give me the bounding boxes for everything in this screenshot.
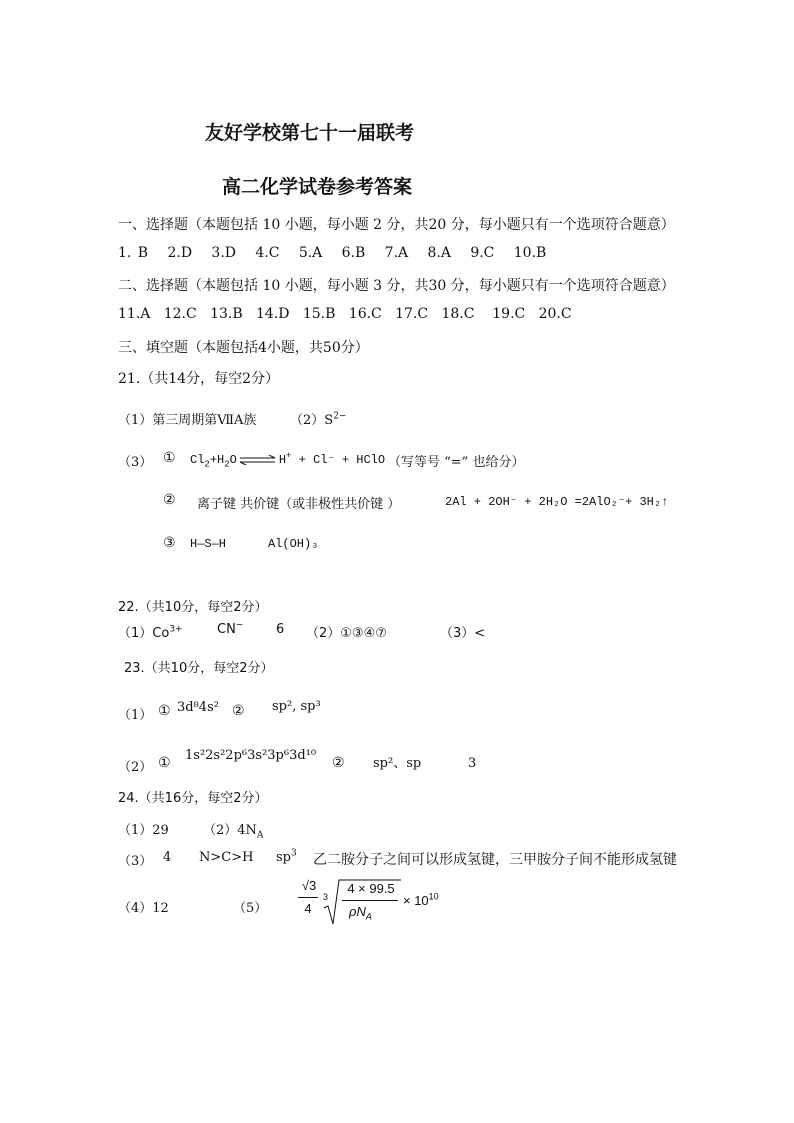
q21-structure: H—S—H (190, 537, 227, 551)
q23-config-2: 1s²2s²2p⁶3s²3p⁶3d¹⁰ (185, 748, 317, 763)
q24-hybridization (276, 850, 297, 865)
q24-formula (297, 878, 497, 928)
formula-times: × 10 (403, 893, 429, 908)
q23-count: 3 (468, 756, 477, 771)
reversible-arrow-icon (239, 455, 277, 465)
eq-hplus: H (278, 453, 287, 467)
formula-denominator (349, 904, 372, 922)
eq-rest: + Cl⁻ + HClO (291, 453, 386, 467)
formula-root-index: 3 (323, 892, 329, 902)
q21-circle-2: ② (163, 492, 176, 508)
answer-16: 16.C (348, 306, 382, 322)
answer-18: 18.C (441, 306, 475, 322)
section2-answers (118, 306, 572, 322)
formula-rho-n: ρN (349, 904, 366, 919)
q24-part1: （1）29 (118, 823, 169, 838)
q22-part1 (118, 622, 183, 641)
answer-20: 20.C (538, 306, 572, 322)
answer-10: 10.B (513, 245, 547, 261)
answer-7: 7.A (384, 245, 409, 261)
q24-part2 (203, 819, 264, 841)
q24-part3-label: （3） (118, 854, 153, 869)
q22-cn-label: CN (217, 622, 236, 637)
document-title: 友好学校第七十一届联考 (205, 122, 415, 144)
eq-h2o-sub: 2 (224, 459, 230, 470)
answer-13: 13.B (210, 306, 243, 322)
section3-heading: 三、填空题（本题包括4小题，共50分） (118, 340, 369, 356)
answer-14: 14.D (256, 306, 290, 322)
q21-part1: （1）第三周期第ⅦA族 (118, 413, 257, 428)
q23-header: 23.（共10分，每空2分） (124, 661, 274, 676)
answer-11: 11.A (118, 306, 151, 322)
q23-config-1: 3d⁸4s² (177, 700, 219, 715)
q24-part2-sub: A (256, 830, 264, 841)
q21-equation-1 (190, 451, 386, 470)
q24-header: 24.（共16分，每空2分） (118, 791, 268, 806)
section1-answers (118, 245, 546, 261)
q24-part3-number: 4 (163, 850, 172, 865)
eq-o: O (229, 453, 237, 467)
q23-part2-label: （2） (118, 760, 153, 775)
q23-part1-label: （1） (118, 708, 153, 723)
answer-19: 19.C (492, 306, 526, 322)
q24-hyb-label: sp (276, 850, 291, 865)
q24-part2-label: （2）4N (203, 823, 257, 838)
q24-explanation: 乙二胺分子之间可以形成氢键，三甲胺分子间不能形成氢键 (313, 852, 677, 868)
section2-heading: 二、选择题（本题包括 10 小题，每小题 3 分，共30 分，每小题只有一个选项符合题意） (118, 278, 675, 294)
q21-circle-3: ③ (163, 535, 176, 551)
answer-6: 6.B (341, 245, 366, 261)
q24-part5-label: （5） (233, 901, 268, 916)
section1-heading: 一、选择题（本题包括 10 小题，每小题 2 分，共20 分，每小题只有一个选项符合题意） (118, 217, 675, 233)
formula-den-sub: A (365, 911, 372, 922)
q23-circle-1: ① (158, 703, 171, 719)
q21-equation-2: 2Al + 2OH⁻ + 2H₂O =2AlO₂⁻+ 3H₂↑ (445, 495, 669, 509)
answer-8: 8.A (427, 245, 451, 261)
formula-four: 4 (304, 901, 312, 916)
eq-cl2-sub: 2 (204, 459, 210, 470)
q21-aloh3: Al(OH)₃ (268, 537, 319, 551)
q22-part2: （2）①③④⑦ (306, 626, 387, 641)
eq-hplus-sup: + (286, 451, 292, 461)
formula-exponent: 10 (428, 891, 439, 902)
q21-circle-1: ① (163, 450, 176, 466)
formula-sqrt3: √3 (301, 878, 317, 893)
answer-3: 3.D (211, 245, 237, 261)
q22-co: （1）Co (118, 626, 170, 641)
q21-note: （写等号 “=” 也给分） (388, 455, 525, 470)
q22-header: 22.（共10分，每空2分） (118, 600, 268, 615)
q24-part4: （4）12 (118, 901, 169, 916)
answer-5: 5.A (298, 245, 323, 261)
formula-times-ten (403, 893, 439, 908)
q22-cn (217, 622, 243, 637)
q21-bond-type: 离子键 共价键（或非极性共价键 ） (197, 497, 401, 512)
answer-15: 15.B (302, 306, 336, 322)
answer-2: 2.D (167, 245, 193, 261)
q22-co-charge: 3+ (169, 624, 183, 635)
formula-fraction-bar-2 (342, 900, 398, 901)
q22-coordination-number: 6 (276, 622, 285, 637)
q23-hybrid-2: sp²、sp (373, 756, 422, 771)
q24-hyb-sup: 3 (291, 848, 297, 859)
q21-part3-label: （3） (118, 455, 153, 470)
q21-part2 (290, 409, 346, 428)
q23-circle-1b: ① (158, 755, 171, 771)
eq-cl2: Cl (190, 453, 205, 467)
formula-numerator: 4 × 99.5 (347, 881, 395, 896)
q23-circle-2b: ② (332, 755, 345, 771)
answer-17: 17.C (395, 306, 429, 322)
q23-hybrid-1: sp², sp³ (272, 699, 321, 714)
formula-fraction-bar-1 (298, 897, 318, 898)
answer-9: 9.C (470, 245, 495, 261)
answer-1: 1. B (118, 245, 149, 261)
eq-plus-h2o: +H (209, 453, 225, 467)
q21-part2-charge: 2− (333, 411, 347, 422)
q22-part3: （3）< (440, 626, 486, 641)
answer-4: 4.C (255, 245, 280, 261)
q24-electronegativity-order: N>C>H (199, 850, 254, 865)
document-subtitle: 高二化学试卷参考答案 (222, 176, 413, 198)
q21-header: 21.（共14分，每空2分） (118, 371, 279, 387)
q21-part2-label: （2）S (290, 413, 334, 428)
q23-circle-2: ② (232, 703, 245, 719)
q22-cn-charge: − (235, 620, 244, 631)
answer-12: 12.C (163, 306, 197, 322)
